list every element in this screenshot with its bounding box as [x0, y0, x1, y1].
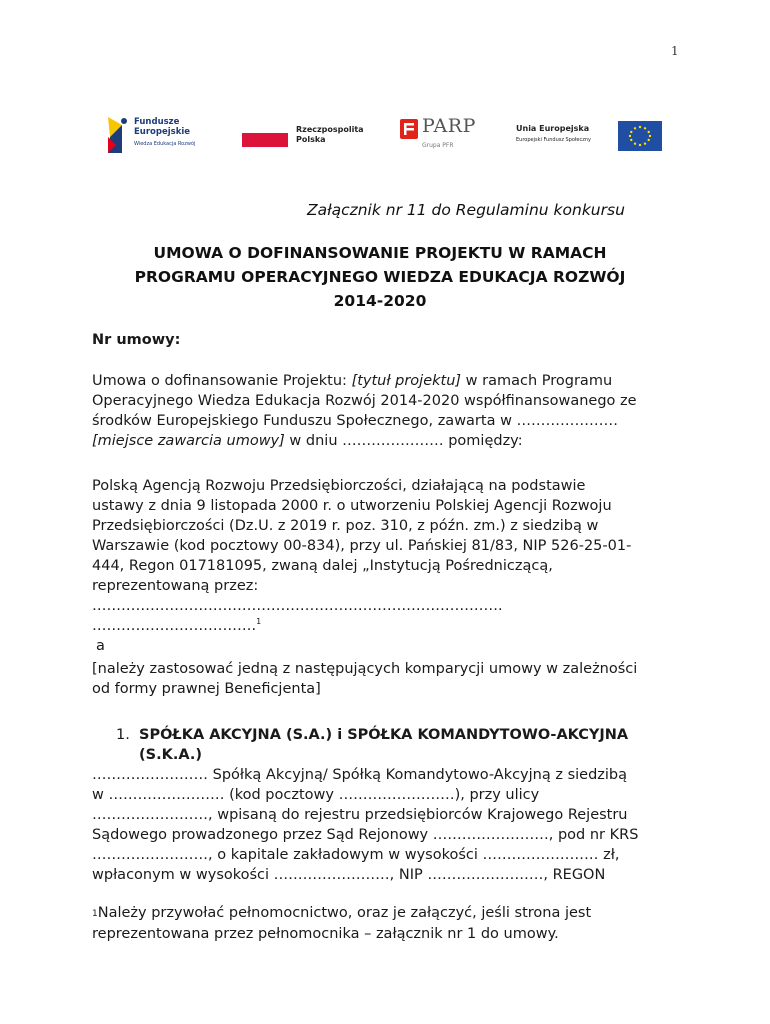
- parp-mark-icon: [400, 119, 418, 139]
- parp-l6: reprezentowaną przez:: [92, 578, 259, 594]
- parp-wordmark: PARP: [422, 115, 476, 137]
- ue-sub: Europejski Fundusz Społeczny: [516, 137, 591, 143]
- parp-l4: Warszawie (kod pocztowy 00-834), przy ul. Pańskiej 81/83, NIP 526-25-01-: [92, 538, 632, 554]
- parp-l2: ustawy z dnia 9 listopada 2000 r. o utworzeniu Polskiej Agencji Rozwoju: [92, 498, 612, 514]
- contract-number-label: Nr umowy:: [92, 332, 181, 348]
- parp-l3: Przedsiębiorczości (Dz.U. z 2019 r. poz. 310, z późn. zm.) z siedzibą w: [92, 518, 599, 534]
- logo-bar: [104, 115, 666, 157]
- footnote: [92, 903, 591, 944]
- intro-project-title-placeholder: [tytuł projektu]: [351, 373, 462, 389]
- footnote-l2: reprezentowana przez pełnomocnika – załącznik nr 1 do umowy.: [92, 926, 559, 942]
- intro-l2: Operacyjnego Wiedza Edukacja Rozwój 2014-2020 współfinansowanego ze: [92, 393, 637, 409]
- annex-heading: Załącznik nr 11 do Regulaminu konkursu: [307, 201, 625, 219]
- title-line1: UMOWA O DOFINANSOWANIE PROJEKTU W RAMACH: [153, 244, 607, 262]
- title-line3: 2014-2020: [333, 292, 427, 310]
- intro-paragraph: [92, 371, 637, 451]
- logo-unia-europejska: [516, 115, 666, 157]
- s1-l3: ……………………, wpisaną do rejestru przedsiębiorców Krajowego Rejestru: [92, 807, 628, 823]
- rp-line1: Rzeczpospolita: [296, 125, 364, 134]
- s1-l5: ……………………, o kapitale zakładowym w wysokości …………………… zł,: [92, 847, 620, 863]
- instruction-l2: od formy prawnej Beneficjenta]: [92, 681, 321, 697]
- section-head-l2: (S.K.A.): [139, 747, 202, 763]
- eu-flag-icon: [618, 121, 662, 151]
- instruction-paragraph: [92, 659, 637, 699]
- fe-sub: Wiedza Edukacja Rozwój: [134, 141, 196, 147]
- section-number: 1.: [116, 727, 130, 743]
- fe-line1: Fundusze: [134, 117, 180, 127]
- intro-l3: środków Europejskiego Funduszu Społecznego, zawarta w …………………: [92, 413, 619, 429]
- intro-place-placeholder: [miejsce zawarcia umowy]: [92, 433, 285, 449]
- and-word: a: [96, 638, 105, 654]
- s1-l2: w …………………… (kod pocztowy ……………………), przy ulicy: [92, 787, 540, 803]
- intro-l1a: Umowa o dofinansowanie Projektu:: [92, 373, 352, 389]
- title-line2: PROGRAMU OPERACYJNEGO WIEDZA EDUKACJA ROZWÓJ: [134, 268, 626, 286]
- parp-l5: 444, Regon 017181095, zwaną dalej „Instytucją Pośredniczącą,: [92, 558, 553, 574]
- fe-line2: Europejskie: [134, 127, 191, 137]
- s1-l1: …………………… Spółką Akcyjną/ Spółką Komandytowo-Akcyjną z siedzibą: [92, 767, 628, 783]
- footnote-number: 1: [92, 909, 98, 919]
- page-number: 1: [671, 44, 679, 58]
- parp-party-paragraph: [92, 476, 631, 636]
- intro-l4b: w dniu ………………… pomiędzy:: [284, 433, 523, 449]
- intro-l1b: w ramach Programu: [461, 373, 613, 389]
- logo-rzeczpospolita: [242, 115, 382, 157]
- parp-l8: …………………………….: [92, 618, 257, 634]
- rp-line2: Polska: [296, 135, 326, 144]
- logo-parp: [400, 115, 500, 157]
- parp-l1: Polską Agencją Rozwoju Przedsiębiorczości, działającą na podstawie: [92, 478, 586, 494]
- section-heading: [139, 725, 628, 765]
- instruction-l1: [należy zastosować jedną z następujących komparycji umowy w zależności: [92, 661, 638, 677]
- document-title: [85, 241, 675, 313]
- logo-fundusze-europejskie: [104, 115, 214, 157]
- parp-l7: ………………………………………………………………………….: [92, 598, 503, 614]
- ue-title: Unia Europejska: [516, 124, 590, 133]
- footnote-ref[interactable]: 1: [256, 617, 262, 626]
- section1-paragraph: [92, 765, 638, 885]
- footnote-l1: Należy przywołać pełnomocnictwo, oraz je załączyć, jeśli strona jest: [97, 905, 592, 921]
- s1-l4: Sądowego prowadzonego przez Sąd Rejonowy ……………………, pod nr KRS: [92, 827, 639, 843]
- s1-l6: wpłaconym w wysokości ……………………, NIP ……………………, REGON: [92, 867, 606, 883]
- poland-flag-icon: [242, 133, 288, 147]
- parp-sub: Grupa PFR: [422, 142, 454, 149]
- fe-star-icon: [104, 115, 130, 155]
- section-head-l1: SPÓŁKA AKCYJNA (S.A.) i SPÓŁKA KOMANDYTOWO-AKCYJNA: [139, 727, 629, 743]
